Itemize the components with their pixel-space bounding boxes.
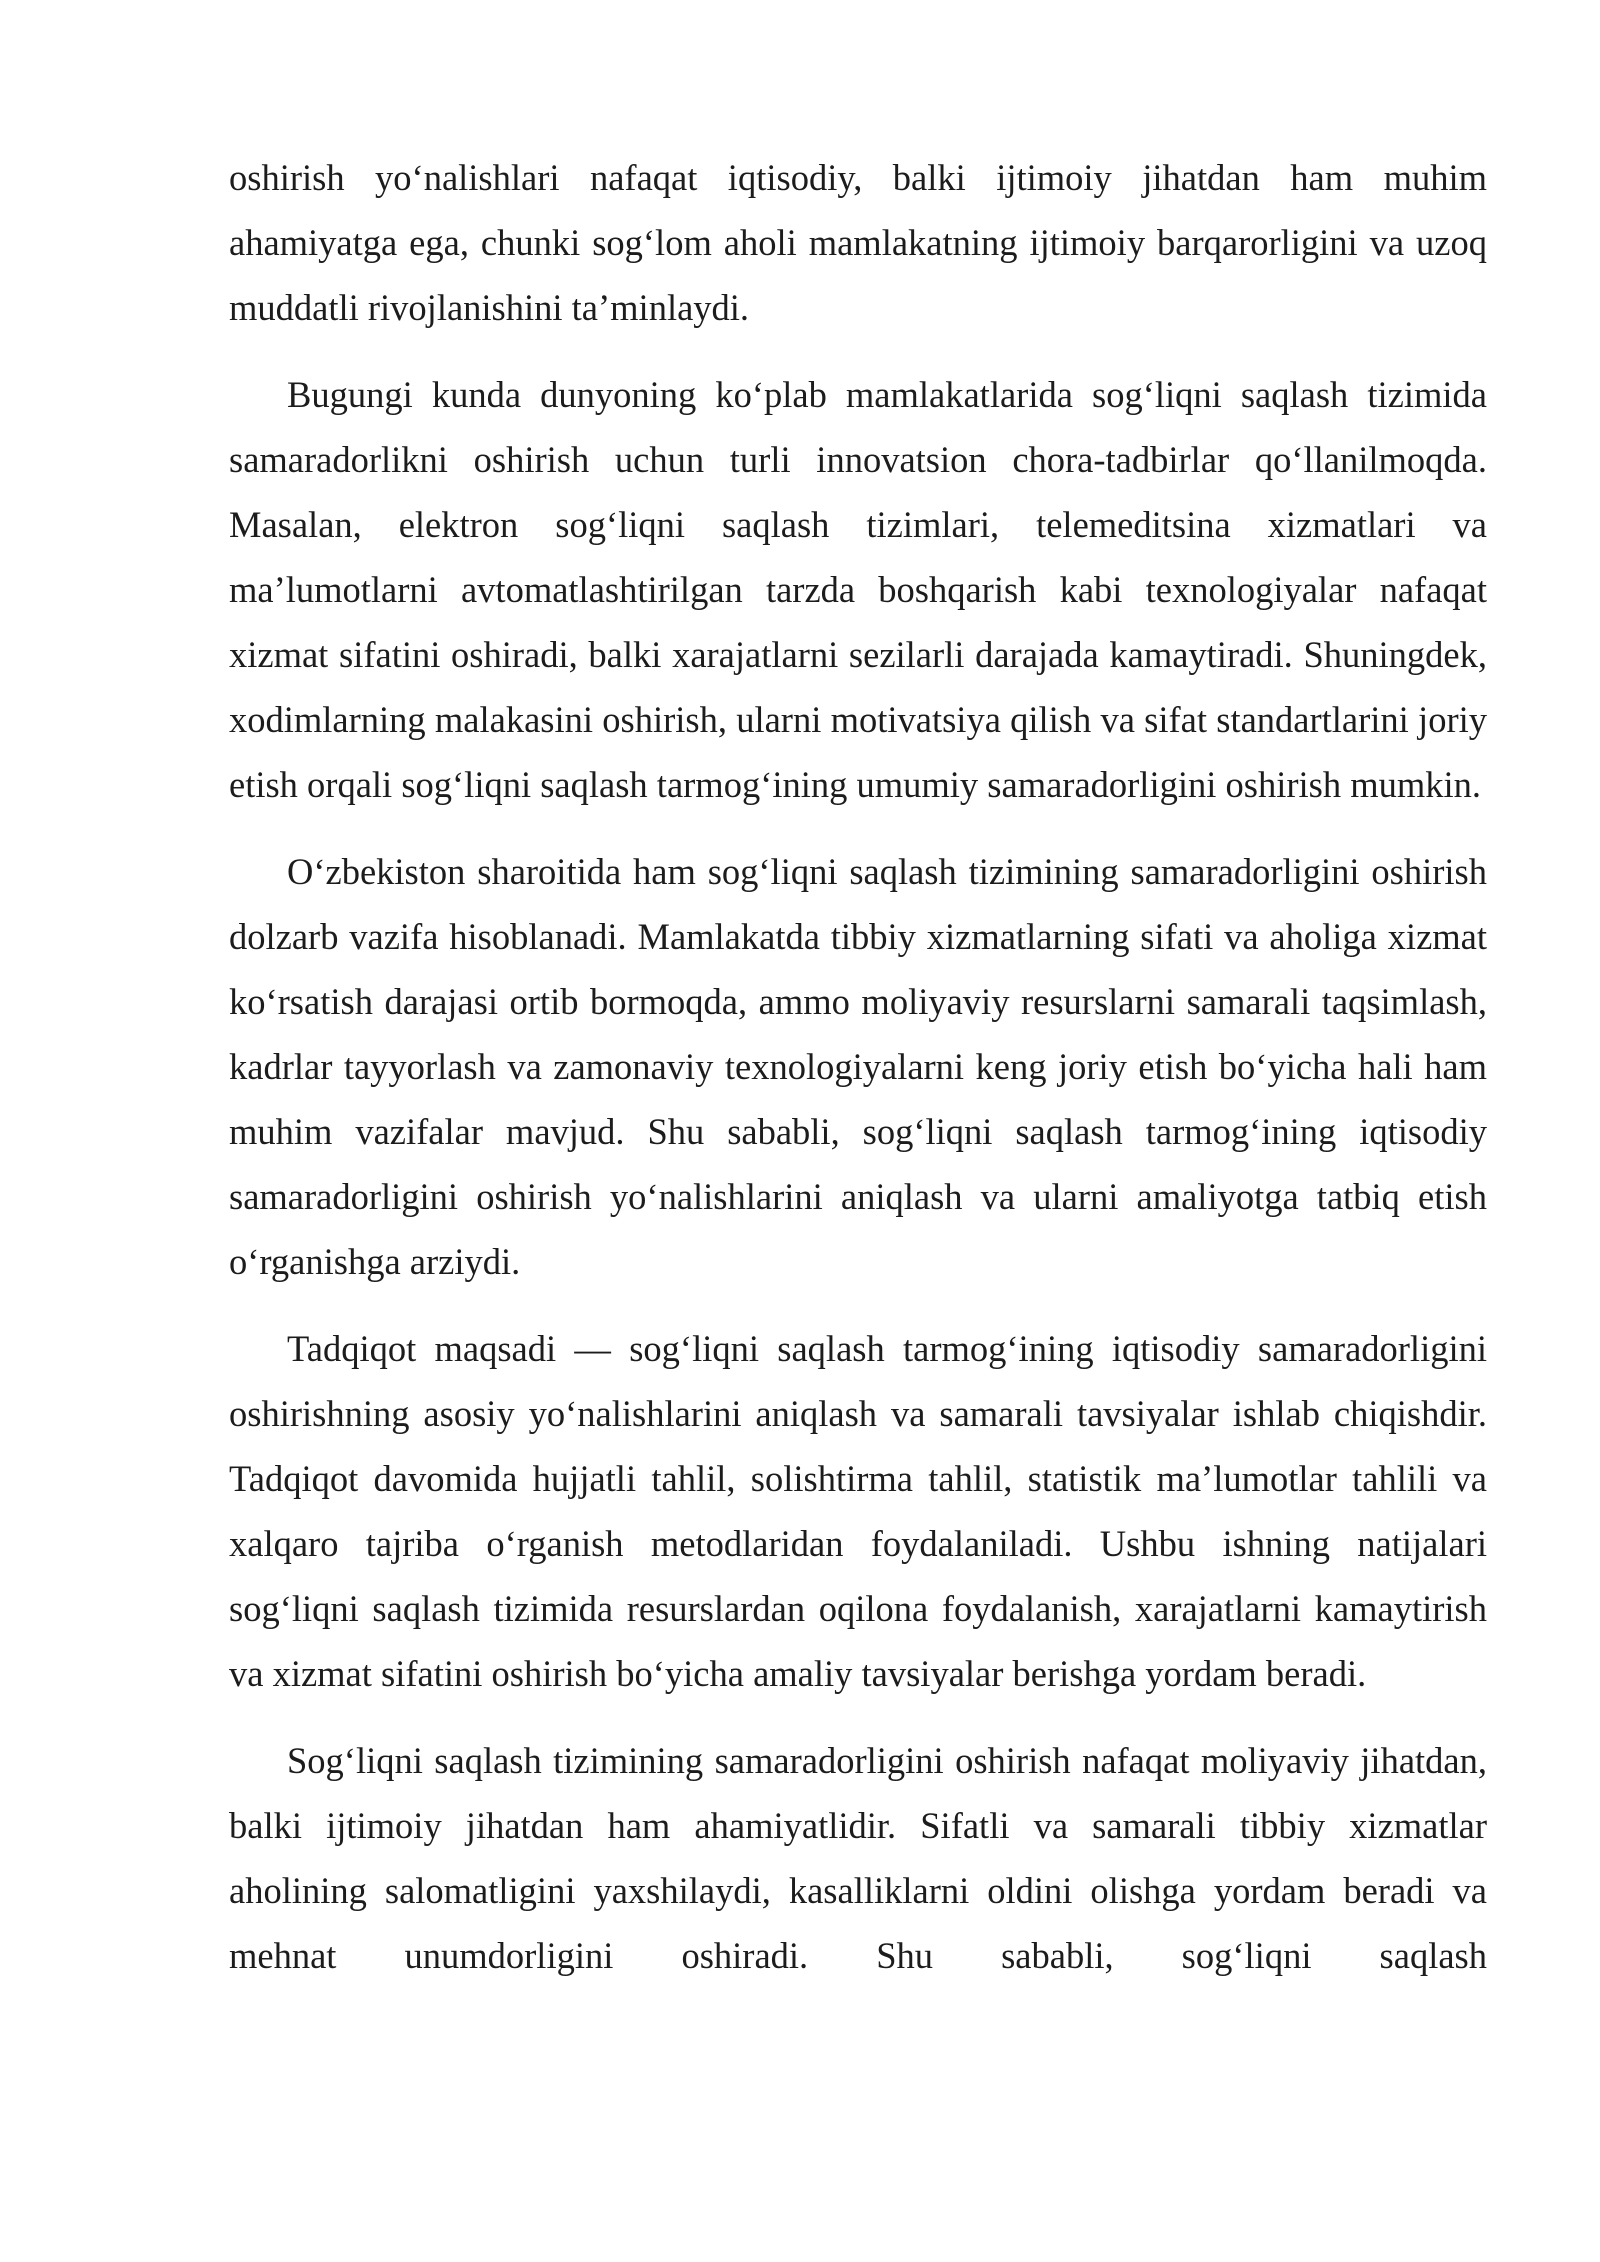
- document-body: [229, 145, 1487, 2010]
- paragraph-social-importance: Sog‘liqni saqlash tizimining samaradorligini oshirish nafaqat moliyaviy jihatdan, balki ijtimoiy jihatdan ham ahamiyatlidir. Sifatli va samarali tibbiy xizmatlar aholining salomatligini yaxshilaydi, kasalliklarni oldini olishga yordam beradi va mehnat unumdorligini oshiradi. Shu sababli, sog‘liqni saqlash: [229, 1740, 1487, 1976]
- paragraph-uzbekistan: O‘zbekiston sharoitida ham sog‘liqni saqlash tizimining samaradorligini oshirish dolzarb vazifa hisoblanadi. Mamlakatda tibbiy xizmatlarning sifati va aholiga xizmat ko‘rsatish darajasi ortib bormoqda, ammo moliyaviy resurslarni samarali taqsimlash, kadrlar tayyorlash va zamonaviy texnologiyalarni keng joriy etish bo‘yicha hali ham muhim vazifalar mavjud. Shu sababli, sog‘liqni saqlash tarmog‘ining iqtisodiy samaradorligini oshirish yo‘nalishlarini aniqlash va ularni amaliyotga tatbiq etish o‘rganishga arziydi.: [229, 851, 1487, 1282]
- paragraph-innovations: Bugungi kunda dunyoning ko‘plab mamlakatlarida sog‘liqni saqlash tizimida samaradorlikni oshirish uchun turli innovatsion chora-tadbirlar qo‘llanilmoqda. Masalan, elektron sog‘liqni saqlash tizimlari, telemeditsina xizmatlari va ma’lumotlarni avtomatlashtirilgan tarzda boshqarish kabi texnologiyalar nafaqat xizmat sifatini oshiradi, balki xarajatlarni sezilarli darajada kamaytiradi. Shuningdek, xodimlarning malakasini oshirish, ularni motivatsiya qilish va sifat standartlarini joriy etish orqali sog‘liqni saqlash tarmog‘ining umumiy samaradorligini oshirish mumkin.: [229, 374, 1487, 805]
- paragraph-continued: oshirish yo‘nalishlari nafaqat iqtisodiy, balki ijtimoiy jihatdan ham muhim ahamiyatga ega, chunki sog‘lom aholi mamlakatning ijtimoiy barqarorligini va uzoq muddatli rivojlanishini ta’minlaydi.: [229, 157, 1487, 328]
- paragraph-research-goal: Tadqiqot maqsadi — sog‘liqni saqlash tarmog‘ining iqtisodiy samaradorligini oshirishning asosiy yo‘nalishlarini aniqlash va samarali tavsiyalar ishlab chiqishdir. Tadqiqot davomida hujjatli tahlil, solishtirma tahlil, statistik ma’lumotlar tahlili va xalqaro tajriba o‘rganish metodlaridan foydalaniladi. Ushbu ishning natijalari sog‘liqni saqlash tizimida resurslardan oqilona foydalanish, xarajatlarni kamaytirish va xizmat sifatini oshirish bo‘yicha amaliy tavsiyalar berishga yordam beradi.: [229, 1328, 1487, 1694]
